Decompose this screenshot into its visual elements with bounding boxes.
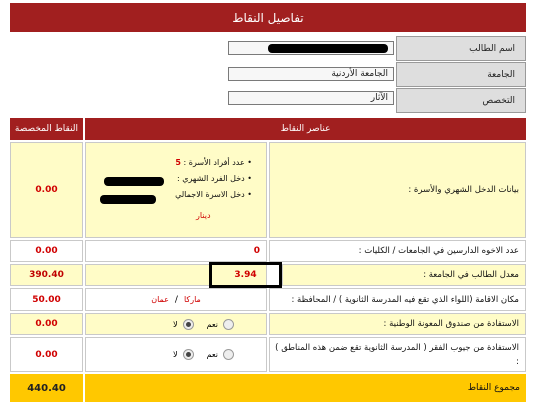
district-value: ماركا bbox=[183, 295, 201, 304]
poverty-no-label: لا bbox=[173, 350, 178, 359]
total-points-value: 440.40 bbox=[10, 374, 83, 402]
income-label: بيانات الدخل الشهري والأسرة : bbox=[269, 142, 526, 238]
gpa-value-highlight: 3.94 bbox=[209, 262, 282, 288]
poverty-label: الاستفادة من جيوب الفقر ( المدرسة الثانوية تقع ضمن هذه المناطق ) : bbox=[269, 337, 526, 372]
aid-fund-yes-label: نعم bbox=[206, 319, 218, 329]
governorate-value: عمان bbox=[151, 295, 169, 304]
aid-fund-no-radio[interactable] bbox=[183, 319, 194, 330]
currency-label: دينار bbox=[196, 211, 211, 220]
gpa-points: 390.40 bbox=[10, 264, 83, 286]
residence-separator: / bbox=[174, 294, 178, 305]
aid-fund-no-label: لا bbox=[173, 319, 178, 329]
family-income-details bbox=[85, 142, 267, 238]
family-count-label: عدد أفراد الأسرة : bbox=[183, 158, 245, 167]
redacted-name bbox=[268, 44, 388, 53]
redacted-total-income bbox=[100, 195, 156, 204]
monthly-income-label: دخل الفرد الشهري : bbox=[177, 174, 245, 183]
siblings-value: 0 bbox=[85, 240, 267, 262]
poverty-points: 0.00 bbox=[10, 337, 83, 372]
residence-points: 50.00 bbox=[10, 288, 83, 311]
student-name-label: اسم الطالب bbox=[396, 36, 526, 61]
university-label: الجامعة bbox=[396, 62, 526, 87]
residence-values bbox=[85, 288, 267, 311]
aid-fund-options bbox=[85, 313, 267, 335]
aid-fund-label: الاستفادة من صندوق المعونة الوطنية : bbox=[269, 313, 526, 335]
residence-label: مكان الاقامة (اللواء الذي تقع فيه المدرسة الثانوية ) / المحافظة : bbox=[269, 288, 526, 311]
siblings-points: 0.00 bbox=[10, 240, 83, 262]
income-points: 0.00 bbox=[10, 142, 83, 238]
family-count-value: 5 bbox=[175, 158, 181, 167]
gpa-label: معدل الطالب في الجامعة : bbox=[282, 264, 526, 286]
aid-fund-yes-radio[interactable] bbox=[223, 319, 234, 330]
header-points: النقاط المخصصة bbox=[10, 118, 83, 140]
major-label: التخصص bbox=[396, 88, 526, 113]
poverty-no-radio[interactable] bbox=[183, 349, 194, 360]
page-title: تفاصيل النقاط bbox=[10, 3, 526, 32]
major-field: الآثار bbox=[228, 91, 394, 105]
aid-fund-points: 0.00 bbox=[10, 313, 83, 335]
total-income-label: دخل الاسرة الاجمالي bbox=[175, 190, 245, 199]
redacted-monthly-income bbox=[104, 177, 164, 186]
total-points-label: مجموع النقاط bbox=[85, 374, 526, 402]
header-elements: عناصر النقاط bbox=[85, 118, 526, 140]
poverty-yes-label: نعم bbox=[206, 350, 218, 359]
family-count-item bbox=[92, 155, 252, 171]
student-name-field bbox=[228, 41, 394, 55]
siblings-label: عدد الاخوه الدارسين في الجامعات / الكليات : bbox=[269, 240, 526, 262]
poverty-options bbox=[85, 337, 267, 372]
poverty-yes-radio[interactable] bbox=[223, 349, 234, 360]
university-field: الجامعة الأردنية bbox=[228, 67, 394, 81]
